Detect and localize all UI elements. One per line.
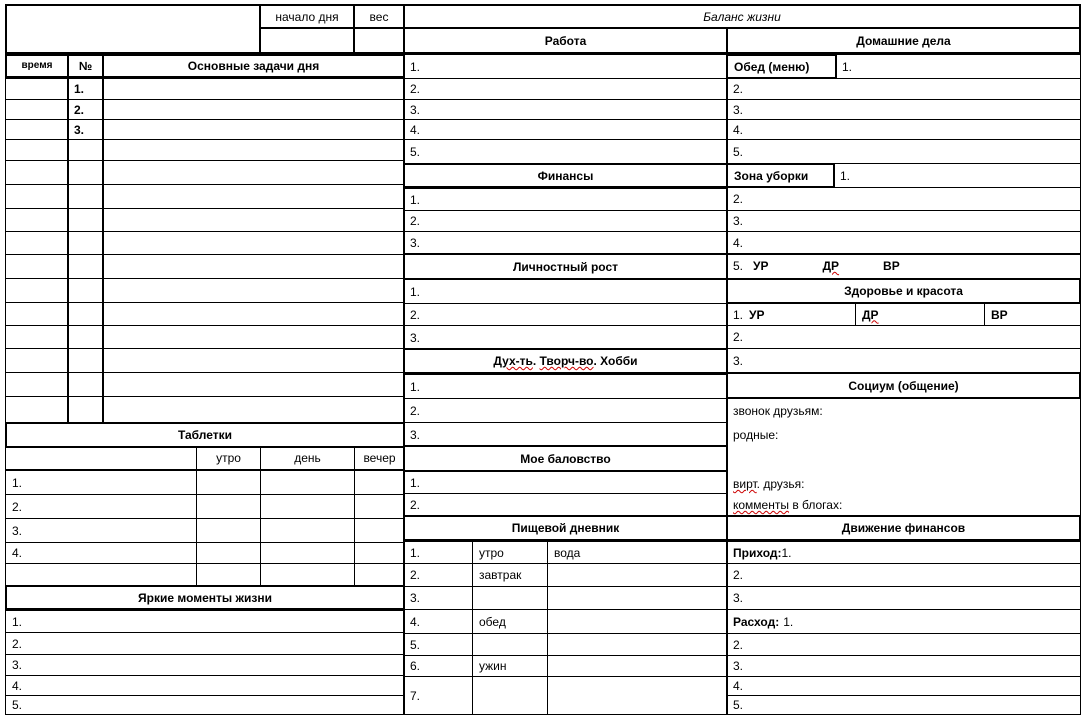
home-row[interactable]: 1.	[835, 54, 1081, 79]
life-balance-title: Баланс жизни	[403, 4, 1081, 29]
home-title: Домашние дела	[726, 27, 1081, 54]
health-dr-cell[interactable]	[855, 303, 985, 326]
health-ur-cell[interactable]	[726, 303, 856, 326]
indulgence-row[interactable]: 1.	[403, 471, 728, 494]
work-title: Работа	[403, 27, 728, 54]
pill-day-cell[interactable]	[260, 494, 355, 519]
money-row[interactable]: 5.	[726, 695, 1081, 715]
social-line[interactable]	[733, 405, 823, 417]
moments-title: Яркие моменты жизни	[5, 585, 405, 610]
hobby-title-part-c: Творч-во	[539, 354, 594, 368]
home-row[interactable]: 5.	[726, 139, 1081, 164]
work-row[interactable]: 4.	[403, 119, 728, 140]
pill-evening-cell[interactable]	[354, 563, 405, 587]
health-vr-cell[interactable]	[984, 303, 1081, 326]
indulgence-row[interactable]: 2.	[403, 493, 728, 517]
task-num-cell: 3.	[67, 119, 104, 140]
task-time-cell[interactable]	[5, 99, 69, 120]
pill-name-cell[interactable]	[5, 563, 197, 587]
cleaning-dr: ДР	[822, 259, 840, 273]
social-comments-b: в блогах:	[788, 498, 843, 512]
expense-row[interactable]	[726, 609, 1081, 634]
health-row[interactable]: 3.	[726, 348, 1081, 373]
health-row[interactable]: 2.	[726, 325, 1081, 349]
income-row[interactable]	[726, 541, 1081, 564]
food-water-cell[interactable]	[547, 563, 728, 587]
pills-title: Таблетки	[5, 422, 405, 448]
growth-row[interactable]: 2.	[403, 303, 728, 326]
income-label: Приход:	[733, 545, 782, 560]
growth-row[interactable]: 3.	[403, 325, 728, 350]
pill-evening-cell[interactable]	[354, 494, 405, 519]
pill-morning-cell[interactable]	[196, 494, 261, 519]
finance-title: Финансы	[403, 163, 728, 188]
task-time-cell[interactable]	[5, 119, 69, 140]
social-virt-b: . друзья:	[756, 477, 805, 491]
task-time-cell[interactable]	[5, 208, 69, 232]
pills-day-header: день	[260, 446, 355, 470]
food-num-cell: 6.	[403, 655, 473, 677]
task-num-cell	[67, 372, 104, 397]
task-time-cell[interactable]	[5, 139, 69, 161]
task-text-cell[interactable]	[102, 99, 405, 120]
task-num-cell: 1.	[67, 78, 104, 100]
social-friends-call: звонок друзьям:	[733, 404, 823, 418]
task-time-cell[interactable]	[5, 78, 69, 100]
social-virt-a: вирт	[733, 477, 757, 491]
home-row[interactable]: 3.	[726, 99, 1081, 120]
pill-name-cell[interactable]: 4.	[5, 542, 197, 564]
task-time-cell[interactable]	[5, 396, 69, 423]
food-num-cell: 3.	[403, 586, 473, 610]
task-text-cell[interactable]	[102, 325, 405, 349]
food-meal-cell[interactable]: ужин	[472, 655, 548, 677]
expense-num: 1.	[783, 614, 794, 629]
hobby-row[interactable]: 3.	[403, 422, 728, 447]
task-num-cell	[67, 278, 104, 303]
moment-row[interactable]: 1.	[5, 610, 405, 633]
task-text-cell[interactable]	[102, 78, 405, 100]
task-time-cell[interactable]	[5, 254, 69, 279]
task-text-cell[interactable]	[102, 139, 405, 161]
task-text-cell[interactable]	[102, 348, 405, 373]
moment-row[interactable]: 4.	[5, 675, 405, 696]
task-num-cell	[67, 325, 104, 349]
cleaning-shift-row[interactable]	[726, 253, 1081, 279]
lunch-menu-label: Обед (меню)	[726, 54, 837, 79]
task-text-cell[interactable]	[102, 372, 405, 397]
task-text-cell[interactable]	[102, 231, 405, 255]
food-meal-cell[interactable]	[472, 676, 548, 715]
home-row[interactable]: 4.	[726, 119, 1081, 140]
task-text-cell[interactable]	[102, 278, 405, 303]
expense-label: Расход:	[733, 614, 780, 629]
pill-morning-cell[interactable]	[196, 518, 261, 543]
money-row[interactable]: 4.	[726, 676, 1081, 696]
moment-row[interactable]: 2.	[5, 632, 405, 655]
home-row[interactable]: 2.	[726, 78, 1081, 100]
task-time-cell[interactable]	[5, 160, 69, 185]
health-title: Здоровье и красота	[726, 278, 1081, 304]
num-col-header: №	[67, 54, 104, 78]
pill-evening-cell[interactable]	[354, 542, 405, 564]
task-text-cell[interactable]	[102, 254, 405, 279]
task-num-cell	[67, 160, 104, 185]
food-num-cell: 2.	[403, 563, 473, 587]
hobby-row[interactable]: 1.	[403, 374, 728, 399]
hobby-row[interactable]: 2.	[403, 398, 728, 423]
task-text-cell[interactable]	[102, 302, 405, 326]
task-num-cell	[67, 139, 104, 161]
cleaning-row[interactable]: 3.	[726, 210, 1081, 232]
food-meal-cell[interactable]: завтрак	[472, 563, 548, 587]
social-area[interactable]	[726, 398, 1081, 516]
work-row[interactable]: 5.	[403, 139, 728, 164]
cleaning-zone-label: Зона уборки	[726, 163, 835, 188]
health-ur: УР	[749, 307, 765, 322]
task-num-cell	[67, 348, 104, 373]
cleaning-vr: ВР	[883, 259, 900, 273]
cleaning-row[interactable]: 1.	[833, 163, 1081, 188]
food-num-cell: 1.	[403, 541, 473, 564]
task-time-cell[interactable]	[5, 231, 69, 255]
cleaning-ur: УР	[753, 259, 769, 273]
hobby-title	[403, 348, 728, 374]
food-water-cell[interactable]	[547, 633, 728, 656]
work-row[interactable]: 2.	[403, 78, 728, 100]
day-start-field[interactable]	[259, 27, 355, 54]
health-dr: ДР	[862, 307, 879, 322]
food-title: Пищевой дневник	[403, 515, 728, 541]
cleaning-row[interactable]: 4.	[726, 231, 1081, 255]
pill-morning-cell[interactable]	[196, 542, 261, 564]
pill-name-cell[interactable]: 2.	[5, 494, 197, 519]
task-num-cell	[67, 396, 104, 423]
task-text-cell[interactable]	[102, 160, 405, 185]
task-time-cell[interactable]	[5, 278, 69, 303]
task-text-cell[interactable]	[102, 119, 405, 140]
finance-row[interactable]: 3.	[403, 231, 728, 255]
food-num-cell: 4.	[403, 609, 473, 634]
food-meal-cell[interactable]	[472, 586, 548, 610]
money-row[interactable]: 2.	[726, 633, 1081, 656]
pills-blank-header	[5, 446, 197, 470]
task-time-cell[interactable]	[5, 325, 69, 349]
food-water-cell[interactable]	[547, 609, 728, 634]
task-num-cell: 2.	[67, 99, 104, 120]
task-num-cell	[67, 302, 104, 326]
task-text-cell[interactable]	[102, 208, 405, 232]
work-row[interactable]: 3.	[403, 99, 728, 120]
pill-day-cell[interactable]	[260, 518, 355, 543]
cleaning-row[interactable]: 2.	[726, 187, 1081, 211]
money-row[interactable]: 2.	[726, 563, 1081, 587]
task-time-cell[interactable]	[5, 302, 69, 326]
tasks-col-header: Основные задачи дня	[102, 54, 405, 78]
pill-morning-cell[interactable]	[196, 470, 261, 495]
pill-day-cell[interactable]	[260, 542, 355, 564]
pill-morning-cell[interactable]	[196, 563, 261, 587]
growth-row[interactable]: 1.	[403, 279, 728, 304]
social-relatives: родные:	[733, 428, 779, 442]
indulgence-title: Мое баловство	[403, 445, 728, 472]
money-title: Движение финансов	[726, 515, 1081, 541]
task-text-cell[interactable]	[102, 396, 405, 423]
health-num-1: 1.	[733, 307, 744, 322]
food-water-cell[interactable]	[547, 655, 728, 677]
task-num-cell	[67, 184, 104, 209]
hobby-title-part-d: . Хобби	[593, 354, 638, 368]
pill-evening-cell[interactable]	[354, 518, 405, 543]
finance-row[interactable]: 1.	[403, 188, 728, 211]
blank-header-cell	[5, 4, 261, 54]
hobby-title-part-b: .	[532, 354, 540, 368]
pill-evening-cell[interactable]	[354, 470, 405, 495]
day-start-label: начало дня	[259, 4, 355, 29]
pills-evening-header: вечер	[354, 446, 405, 470]
work-row[interactable]: 1.	[403, 54, 728, 79]
task-time-cell[interactable]	[5, 372, 69, 397]
task-time-cell[interactable]	[5, 348, 69, 373]
pill-day-cell[interactable]	[260, 563, 355, 587]
moment-row[interactable]: 5.	[5, 695, 405, 715]
food-num-cell: 7.	[403, 676, 473, 715]
task-num-cell	[67, 208, 104, 232]
task-num-cell	[67, 231, 104, 255]
time-col-header: время	[5, 54, 69, 78]
task-num-cell	[67, 254, 104, 279]
money-row[interactable]: 3.	[726, 586, 1081, 610]
social-line[interactable]	[733, 499, 842, 511]
food-meal-cell[interactable]: обед	[472, 609, 548, 634]
food-meal-cell[interactable]: утро	[472, 541, 548, 564]
moment-row[interactable]: 3.	[5, 654, 405, 676]
weight-field[interactable]	[353, 27, 405, 54]
pills-morning-header: утро	[196, 446, 261, 470]
income-num: 1.	[781, 545, 792, 560]
growth-title: Личностный рост	[403, 253, 728, 280]
hobby-title-part-a: Дух-ть	[493, 354, 533, 368]
social-line[interactable]	[733, 478, 804, 490]
pill-day-cell[interactable]	[260, 470, 355, 495]
health-vr: ВР	[991, 307, 1008, 322]
money-row[interactable]: 3.	[726, 655, 1081, 677]
pill-name-cell[interactable]: 3.	[5, 518, 197, 543]
social-line[interactable]	[733, 429, 778, 441]
cleaning-last-num: 5.	[733, 259, 744, 273]
food-water-cell[interactable]	[547, 586, 728, 610]
task-text-cell[interactable]	[102, 184, 405, 209]
finance-row[interactable]: 2.	[403, 210, 728, 232]
social-comments-a: комменты	[733, 498, 789, 512]
food-water-cell[interactable]	[547, 676, 728, 715]
food-water-cell[interactable]: вода	[547, 541, 728, 564]
food-num-cell: 5.	[403, 633, 473, 656]
weight-label: вес	[353, 4, 405, 29]
social-title: Социум (общение)	[726, 372, 1081, 399]
food-meal-cell[interactable]	[472, 633, 548, 656]
pill-name-cell[interactable]: 1.	[5, 470, 197, 495]
task-time-cell[interactable]	[5, 184, 69, 209]
